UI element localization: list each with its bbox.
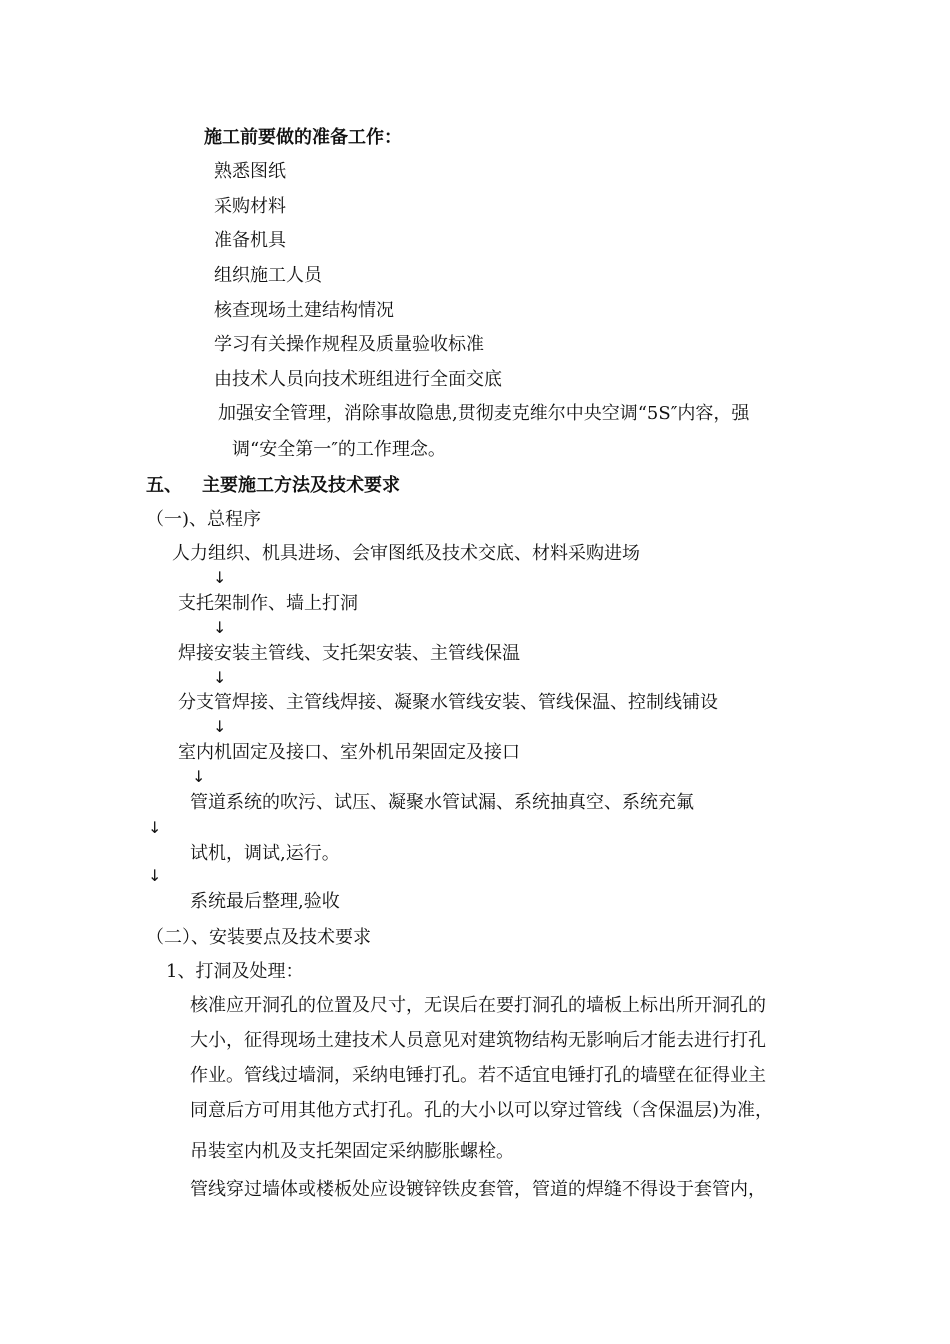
procedure-step: 支托架制作、墙上打洞: [178, 593, 358, 614]
paragraph-line: 作业。管线过墙洞，采纳电锤打孔。若不适宜电锤打孔的墙壁在征得业主: [190, 1065, 766, 1086]
install-subheading: 1、打洞及处理：: [166, 961, 304, 982]
prep-item: 熟悉图纸: [214, 161, 286, 182]
section-title: 主要施工方法及技术要求: [202, 475, 400, 496]
safety-line-2: 调“安全第一″的工作理念。: [232, 439, 446, 460]
down-arrow-icon: ↓: [213, 618, 227, 637]
paragraph-line: 核准应开洞孔的位置及尺寸，无误后在要打洞孔的墙板上标出所开洞孔的: [190, 995, 766, 1016]
down-arrow-icon: ↓: [148, 818, 162, 837]
prep-item: 学习有关操作规程及质量验收标准: [214, 334, 484, 355]
prep-item: 核查现场土建结构情况: [214, 300, 394, 321]
prep-item: 准备机具: [214, 230, 286, 251]
procedure-step: 管道系统的吹污、试压、凝聚水管试漏、系统抽真空、系统充氟: [190, 792, 694, 813]
down-arrow-icon: ↓: [213, 568, 227, 587]
down-arrow-icon: ↓: [148, 866, 162, 885]
procedure-step: 系统最后整理,验收: [190, 891, 340, 912]
paragraph-line: 管线穿过墙体或楼板处应设镀锌铁皮套管，管道的焊缝不得设于套管内，: [190, 1179, 766, 1200]
paragraph-line: 大小，征得现场土建技术人员意见对建筑物结构无影响后才能去进行打孔: [190, 1030, 766, 1051]
procedure-step: 分支管焊接、主管线焊接、凝聚水管线安装、管线保温、控制线铺设: [178, 692, 718, 713]
down-arrow-icon: ↓: [192, 767, 206, 786]
prep-item: 采购材料: [214, 196, 286, 217]
safety-line-1: 加强安全管理，消除事故隐患,贯彻麦克维尔中央空调“5S″内容，强: [218, 403, 750, 424]
paragraph-line: 吊装室内机及支托架固定采纳膨胀螺栓。: [190, 1141, 514, 1162]
install-title: （二）、安装要点及技术要求: [146, 927, 371, 948]
prep-item: 由技术人员向技术班组进行全面交底: [214, 369, 502, 390]
procedure-step: 焊接安装主管线、支托架安装、主管线保温: [178, 643, 520, 664]
procedure-step: 试机，调试,运行。: [190, 843, 340, 864]
paragraph-line: 同意后方可用其他方式打孔。孔的大小以可以穿过管线（含保温层)为准，: [190, 1100, 774, 1121]
down-arrow-icon: ↓: [213, 717, 227, 736]
procedure-title: （一)、总程序: [146, 509, 262, 530]
section-number: 五、: [146, 475, 182, 496]
down-arrow-icon: ↓: [213, 668, 227, 687]
prep-item: 组织施工人员: [214, 265, 322, 286]
prep-heading: 施工前要做的准备工作：: [204, 127, 402, 148]
procedure-step: 人力组织、机具进场、会审图纸及技术交底、材料采购进场: [172, 543, 640, 564]
procedure-step: 室内机固定及接口、室外机吊架固定及接口: [178, 742, 520, 763]
